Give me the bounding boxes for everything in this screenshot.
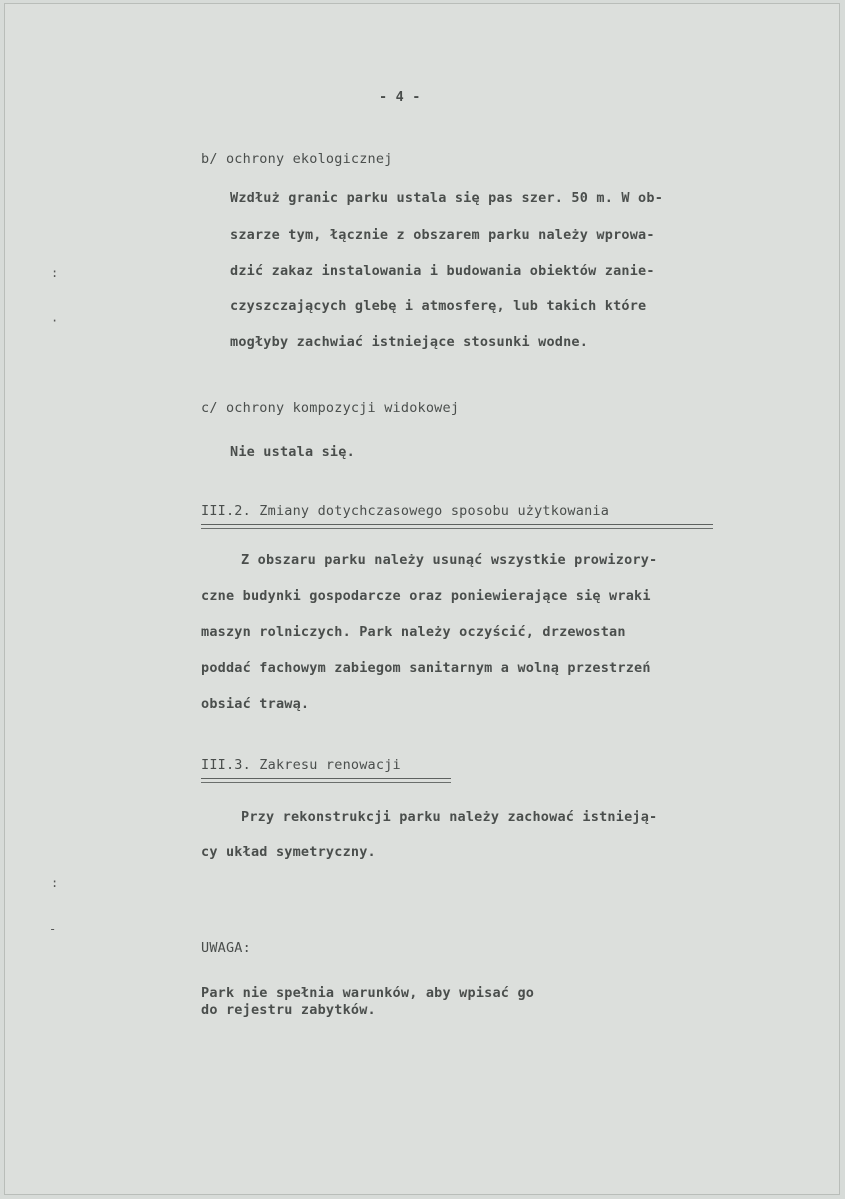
- section-c-line: Nie ustala się.: [230, 444, 355, 460]
- section-III2-underline: [201, 524, 713, 525]
- document-page: [4, 3, 840, 1195]
- section-III3-line: cy układ symetryczny.: [201, 844, 376, 860]
- section-b-line: szarze tym, łącznie z obszarem parku należy wprowa-: [230, 227, 655, 243]
- page-number: - 4 -: [379, 89, 421, 105]
- section-III2-line: Z obszaru parku należy usunąć wszystkie prowizory-: [241, 552, 658, 568]
- margin-mark: :: [51, 266, 59, 280]
- section-b-heading: b/ ochrony ekologicznej: [201, 151, 393, 167]
- section-III2-line: czne budynki gospodarcze oraz poniewierające się wraki: [201, 588, 651, 604]
- section-c-heading: c/ ochrony kompozycji widokowej: [201, 400, 460, 416]
- section-b-line: mogłyby zachwiać istniejące stosunki wodne.: [230, 334, 589, 350]
- section-b-line: czyszczających glebę i atmosferę, lub takich które: [230, 298, 647, 314]
- section-III2-line: poddać fachowym zabiegom sanitarnym a wolną przestrzeń: [201, 660, 651, 676]
- margin-mark: ·: [51, 314, 59, 328]
- margin-mark: -: [49, 922, 57, 936]
- section-III3-heading: III.3. Zakresu renowacji: [201, 757, 401, 773]
- section-III2-line: maszyn rolniczych. Park należy oczyścić, drzewostan: [201, 624, 626, 640]
- section-III2-line: obsiać trawą.: [201, 696, 310, 712]
- note-label: UWAGA:: [201, 940, 251, 956]
- section-b-line: dzić zakaz instalowania i budowania obiektów zanie-: [230, 263, 655, 279]
- margin-mark: :: [51, 876, 59, 890]
- note-line: do rejestru zabytków.: [201, 1002, 376, 1018]
- section-III3-line: Przy rekonstrukcji parku należy zachować istnieją-: [241, 809, 658, 825]
- note-line: Park nie spełnia warunków, aby wpisać go: [201, 985, 535, 1001]
- section-III3-underline: [201, 778, 451, 779]
- section-III3-underline-2: [201, 782, 451, 783]
- section-III2-heading: III.2. Zmiany dotychczasowego sposobu użytkowania: [201, 503, 610, 519]
- section-b-line: Wzdłuż granic parku ustala się pas szer. 50 m. W ob-: [230, 190, 664, 206]
- section-III2-underline-2: [201, 528, 713, 529]
